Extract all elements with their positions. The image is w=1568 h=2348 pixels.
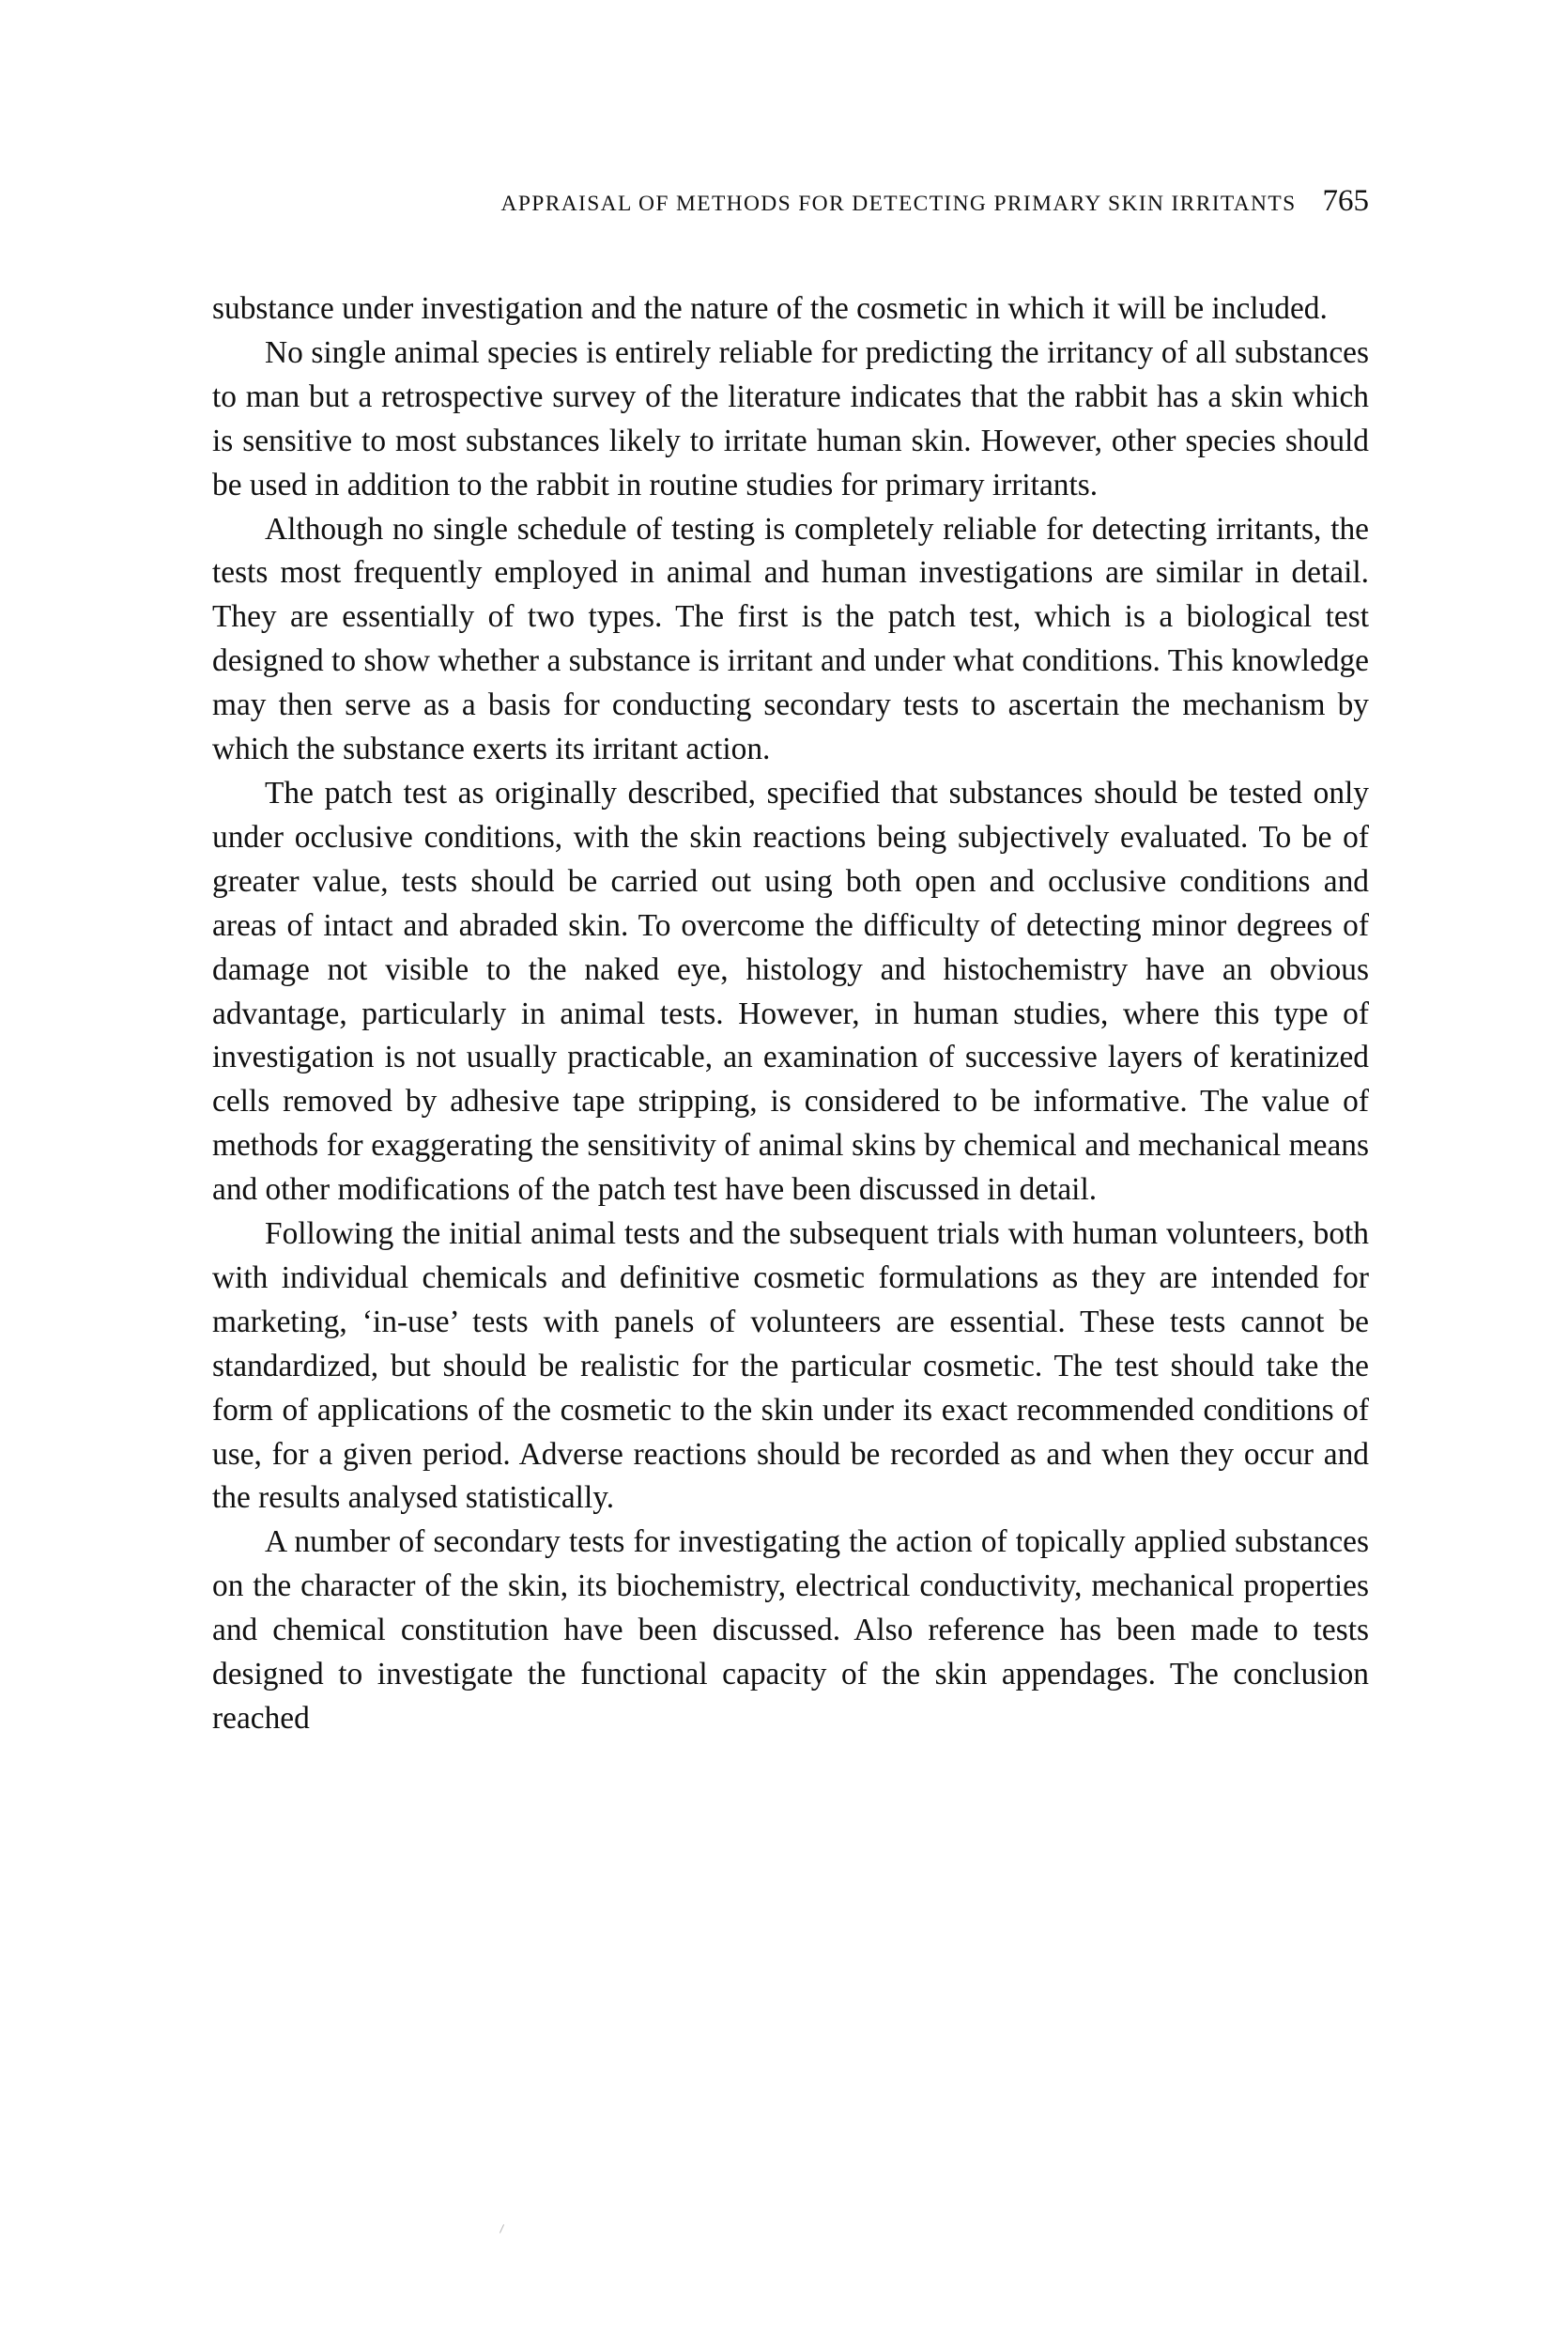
running-head (212, 184, 1369, 231)
paragraph: substance under investigation and the nature of the cosmetic in which it will be included. (212, 291, 1328, 326)
page-number: 765 (1322, 184, 1369, 218)
paragraph: A number of secondary tests for investigating the action of topically applied substances on the character of the skin, its biochemistry, electrical conductivity, mechanical properties and chemical constitution have been discussed. Also reference has been made to tests designed to investigate the functional capacity of the skin appendages. The conclusion reached (212, 1524, 1369, 1736)
paragraph: No single animal species is entirely reliable for predicting the irritancy of all substances to man but a retrospective survey of the literature indicates that the rabbit has a skin which is sensitive to most substances likely to irritate human skin. However, other species should be used in addition to the rabbit in routine studies for primary irritants. (212, 334, 1369, 502)
paragraph: Although no single schedule of testing is completely reliable for detecting irritants, the tests most frequently employed in animal and human investigations are similar in detail. They are essentially of two types. The first is the patch test, which is a biological test designed to show whether a substance is irritant and under what conditions. This knowledge may then serve as a basis for conducting secondary tests to ascertain the mechanism by which the substance exerts its irritant action. (212, 511, 1369, 767)
paragraph: The patch test as originally described, specified that substances should be tested only under occlusive conditions, with the skin reactions being subjectively evaluated. To be of greater value, tests should be carried out using both open and occlusive conditions and areas of intact and abraded skin. To overcome the difficulty of detecting minor degrees of damage not visible to the naked eye, histology and histochemistry have an obvious advantage, particularly in animal tests. However, in human studies, where this type of investigation is not usually practicable, an examination of successive layers of keratinized cells removed by adhesive tape stripping, is considered to be informative. The value of methods for exaggerating the sensitivity of animal skins by chemical and mechanical means and other modifications of the patch test have been discussed in detail. (212, 775, 1369, 1208)
document-page (212, 184, 1369, 1741)
running-head-title: APPRAISAL OF METHODS FOR DETECTING PRIMARY SKIN IRRITANTS (500, 192, 1297, 216)
body-text (212, 287, 1369, 1741)
paragraph: Following the initial animal tests and the subsequent trials with human volunteers, both with individual chemicals and definitive cosmetic formulations as they are intended for marketing, ‘in-use’ tests with panels of volunteers are essential. These tests cannot be standardized, but should be realistic for the particular cosmetic. The test should take the form of applications of the cosmetic to the skin under its exact recommended conditions of use, for a given period. Adverse reactions should be recorded as and when they occur and the results analysed statistically. (212, 1216, 1369, 1516)
scan-artifact-mark (500, 2224, 504, 2232)
